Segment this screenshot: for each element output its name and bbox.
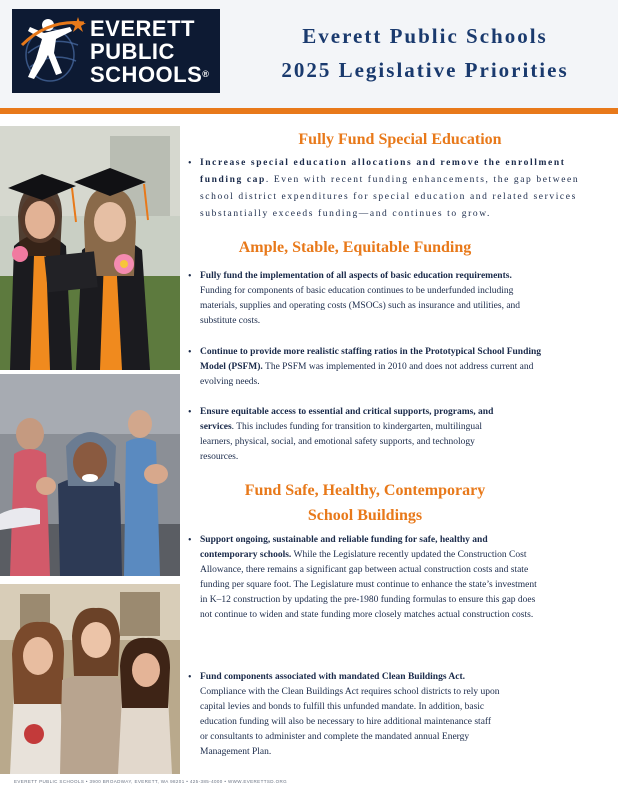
buildings-bullet-2 (200, 670, 500, 760)
logo-registered-mark: ® (202, 69, 210, 79)
logo-line-2: PUBLIC (90, 39, 175, 64)
logo-line-1: EVERETT (90, 16, 195, 41)
section-title-funding: Ample, Stable, Equitable Funding (238, 239, 472, 256)
funding-bullet-1 (200, 269, 530, 329)
buildings-bullet-2-text: Compliance with the Clean Buildings Act requires school districts to rely upon capital levies and bonds to fulfill this unfunded mandate. In addition, basic education funding will also be necessary to hire additional maintenance staff or consultants to administer and complete the mandated annual Energy Management Plan. (200, 687, 500, 757)
section-title-buildings-line-2: School Buildings (307, 507, 423, 524)
logo-wordmark (90, 17, 209, 86)
funding-bullet-1-text: Funding for components of basic education continues to be underfunded including materials, supplies and operating costs (MSOCs) such as insurance and utilities, and substitute costs. (200, 286, 521, 326)
bullet-icon: • (188, 347, 192, 358)
bullet-icon: • (188, 158, 192, 169)
district-logo (12, 9, 220, 93)
buildings-bullet-1-text: While the Legislature recently updated the Construction Cost Allowance, there remains a significant gap between actual construction costs and state funding per square foot. The Legislature must continue to enhance the state’s investment in K–12 construction by updating the pre-1980 funding formulas to ensure this gap does not continue to widen and state funding more closely matches actual construction costs. (200, 550, 537, 620)
funding-bullet-2-text: The PSFM was implemented in 2010 and does not address current and evolving needs. (200, 362, 534, 387)
graduates-photo (0, 126, 180, 370)
logo-line-3: SCHOOLS (90, 62, 203, 87)
section-title-buildings-line-1: Fund Safe, Healthy, Contemporary (244, 482, 486, 499)
special-ed-bullet-1 (200, 155, 610, 223)
page-subtitle: 2025 Legislative Priorities (281, 58, 569, 82)
bullet-icon: • (188, 271, 192, 282)
funding-bullet-2-heading: Continue to provide more realistic staffing ratios in the Prototypical School Funding Model (PSFM). (200, 347, 542, 372)
three-students-photo (0, 584, 180, 774)
bullet-icon: • (188, 672, 192, 683)
buildings-bullet-1-heading: Support ongoing, sustainable and reliable funding for safe, healthy and contemporary schools. (200, 535, 488, 560)
funding-bullet-1-heading: Fully fund the implementation of all aspects of basic education requirements. (200, 271, 512, 281)
bullet-icon: • (188, 535, 192, 546)
funding-bullet-2 (200, 345, 545, 390)
students-high-five-photo (0, 374, 180, 576)
page-title: Everett Public Schools (302, 24, 548, 48)
page-footer: EVERETT PUBLIC SCHOOLS • 3900 BROADWAY, EVERETT, WA 98201 • 425-385-4000 • WWW.EVERETTSD.ORG (14, 779, 288, 784)
bullet-icon: • (188, 407, 192, 418)
section-title-special-education: Fully Fund Special Education (298, 131, 502, 148)
funding-bullet-3-text: . This includes funding for transition to kindergarten, multilingual learners, physical, social, and emotional safety supports, and technology resources. (200, 422, 482, 462)
buildings-bullet-2-heading: Fund components associated with mandated Clean Buildings Act. (200, 672, 465, 682)
logo-figure-icon (18, 15, 88, 87)
buildings-bullet-1 (200, 533, 545, 623)
special-ed-bullet-1-text: . Even with recent funding enhancements, the gap between school district expenditures for special education and related services substantially exceeds funding—and continues to grow. (200, 175, 580, 219)
special-ed-bullet-1-heading: Increase special education allocations and remove the enrollment funding cap (200, 158, 566, 185)
header-divider (0, 108, 618, 114)
funding-bullet-3-heading: Ensure equitable access to essential and critical supports, programs, and services (200, 407, 494, 432)
funding-bullet-3 (200, 405, 510, 465)
page-header (0, 0, 618, 110)
